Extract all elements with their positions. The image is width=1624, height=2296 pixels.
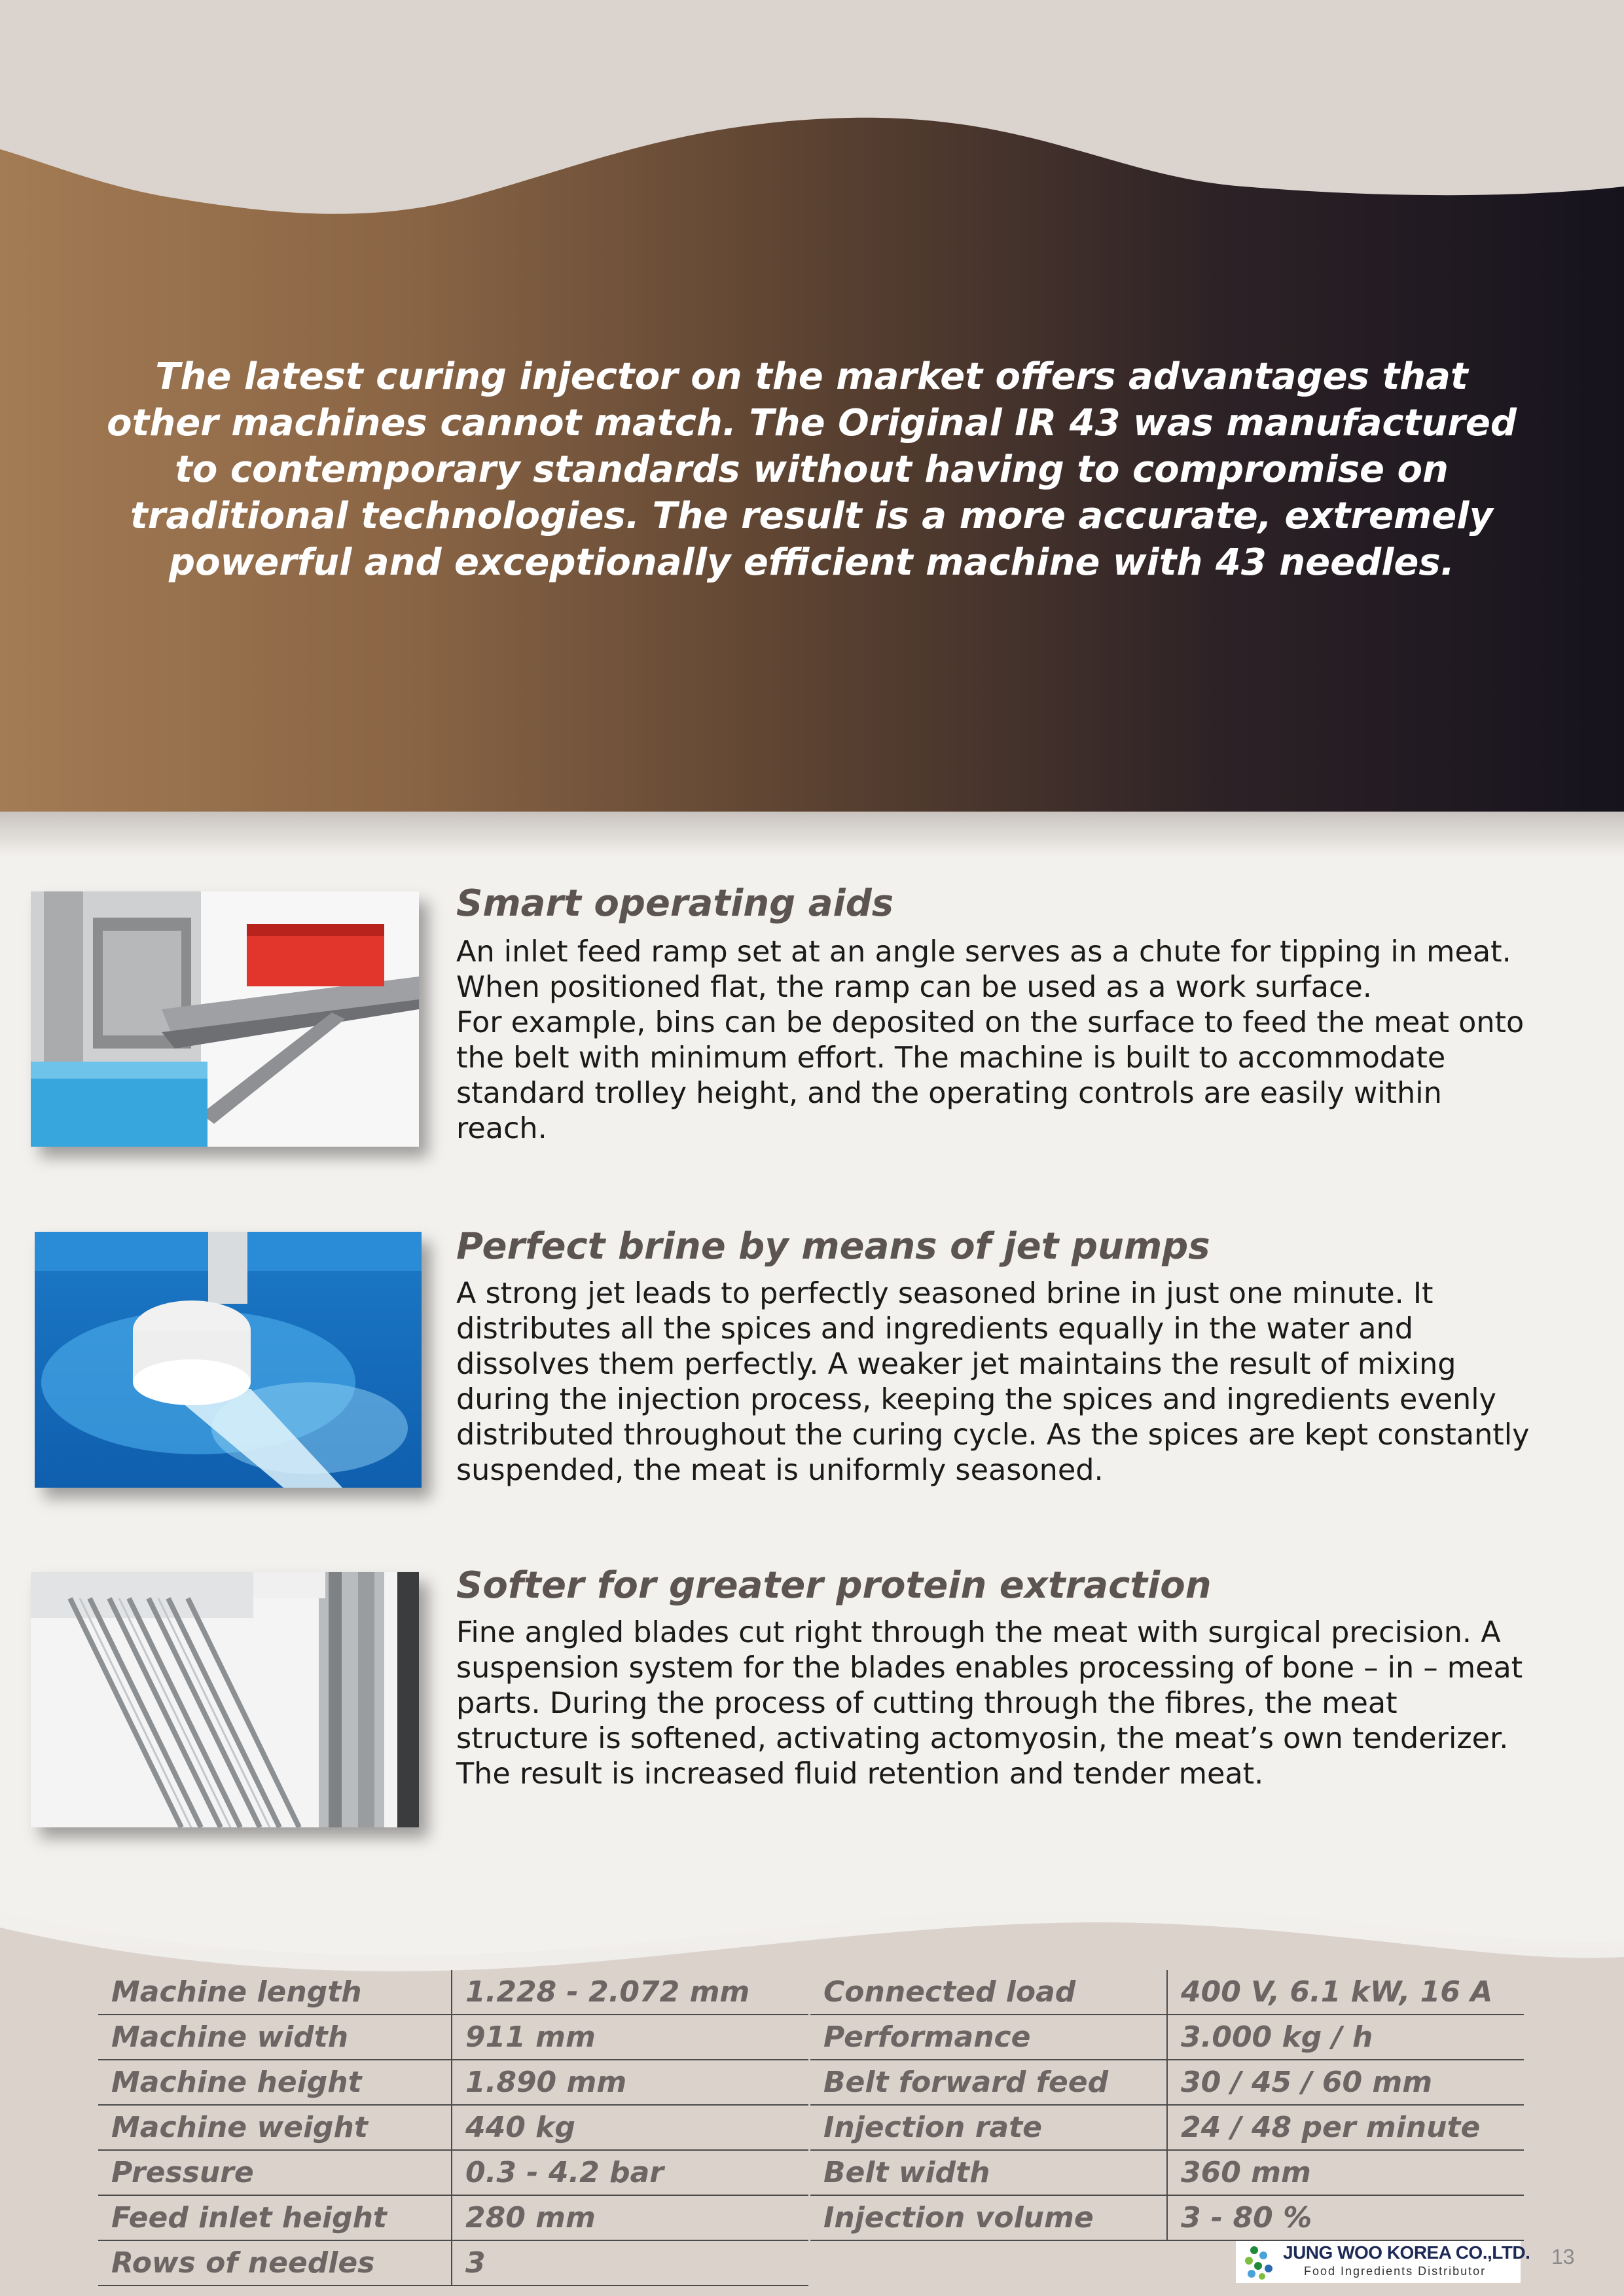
spec-row <box>98 2015 808 2060</box>
hero-banner <box>0 0 1624 812</box>
spec-label: Performance <box>810 2015 1167 2060</box>
spec-row <box>810 2105 1524 2150</box>
jet-pump-photo <box>35 1232 422 1488</box>
spec-row <box>810 1970 1524 2015</box>
spec-row <box>810 2015 1524 2060</box>
page-number: 13 <box>1551 2245 1575 2269</box>
specs-table-left <box>98 1970 808 2286</box>
spec-label: Belt forward feed <box>810 2060 1167 2105</box>
feature-title: Smart operating aids <box>456 882 894 925</box>
feature-title: Perfect brine by means of jet pumps <box>456 1225 1210 1268</box>
spec-label: Machine height <box>98 2060 452 2105</box>
spec-label: Injection rate <box>810 2105 1167 2150</box>
logo-company-name: JUNG WOO KOREA CO.,LTD. <box>1283 2242 1530 2263</box>
spec-label: Injection volume <box>810 2195 1167 2240</box>
feature-body: A strong jet leads to perfectly seasoned brine in just one minute. It distributes all the spices and ingredients equally in the water and dissolves them perfectly. A weaker jet maintains the result of mixing during the injection process, keeping the spices and ingredients evenly distributed throughout the curing cycle. As the spices are kept constantly suspended, the meat is uniformly seasoned. <box>456 1277 1530 1487</box>
spec-value: 400 V, 6.1 kW, 16 A <box>1167 1970 1524 2015</box>
spec-value: 1.228 - 2.072 mm <box>452 1970 808 2015</box>
spec-value: 30 / 45 / 60 mm <box>1167 2060 1524 2105</box>
feature-body: An inlet feed ramp set at an angle serves as a chute for tipping in meat. When positioned flat, the ramp can be used as a work surface. For example, bins can be deposited on the surface to feed the meat onto the belt with minimum effort. The machine is built to accommodate standard trolley height, and the operating controls are easily within reach. <box>456 935 1525 1145</box>
spec-value: 280 mm <box>452 2195 808 2240</box>
logo-mark-icon <box>1241 2245 1279 2280</box>
spec-value: 1.890 mm <box>452 2060 808 2105</box>
hero-wave-shape <box>0 0 1624 236</box>
spec-row <box>98 2150 808 2195</box>
spec-value: 24 / 48 per minute <box>1167 2105 1524 2150</box>
needle-blades-photo <box>31 1572 419 1827</box>
hero-shadow <box>0 812 1624 857</box>
spec-label: Pressure <box>98 2150 452 2195</box>
logo-tagline: Food Ingredients Distributor <box>1304 2265 1487 2278</box>
spec-value: 3.000 kg / h <box>1167 2015 1524 2060</box>
feature-title: Softer for greater protein extraction <box>456 1564 1212 1607</box>
spec-label: Connected load <box>810 1970 1167 2015</box>
spec-label: Machine weight <box>98 2105 452 2150</box>
spec-value: 440 kg <box>452 2105 808 2150</box>
spec-label: Machine width <box>98 2015 452 2060</box>
company-logo <box>1236 2241 1530 2283</box>
spec-row <box>98 2105 808 2150</box>
spec-row <box>98 1970 808 2015</box>
specs-table-right <box>810 1970 1524 2241</box>
spec-label: Belt width <box>810 2150 1167 2195</box>
spec-value: 360 mm <box>1167 2150 1524 2195</box>
spec-label: Rows of needles <box>98 2240 452 2286</box>
spec-row <box>98 2240 808 2286</box>
hero-intro-text: The latest curing injector on the market offers advantages that other machines cannot match. The Original IR 43 was manufactured to contemporary standards without having to compromise on traditional technologies. The result is a more accurate, extremely powerful and exceptionally efficient machine with 43 needles. <box>107 355 1517 584</box>
spec-row <box>810 2195 1524 2240</box>
spec-row <box>98 2195 808 2240</box>
spec-label: Feed inlet height <box>98 2195 452 2240</box>
spec-value: 3 - 80 % <box>1167 2195 1524 2240</box>
spec-value: 0.3 - 4.2 bar <box>452 2150 808 2195</box>
spec-row <box>810 2150 1524 2195</box>
spec-value: 3 <box>452 2240 808 2286</box>
spec-row <box>98 2060 808 2105</box>
spec-label: Machine length <box>98 1970 452 2015</box>
spec-row <box>810 2060 1524 2105</box>
feed-ramp-photo <box>31 891 419 1147</box>
spec-value: 911 mm <box>452 2015 808 2060</box>
feature-body: Fine angled blades cut right through the meat with surgical precision. A suspension system for the blades enables processing of bone – in – meat parts. During the process of cutting through the fibres, the meat structure is softened, activating actomyosin, the meat’s own tenderizer. The result is increased fluid retention and tender meat. <box>456 1616 1523 1791</box>
